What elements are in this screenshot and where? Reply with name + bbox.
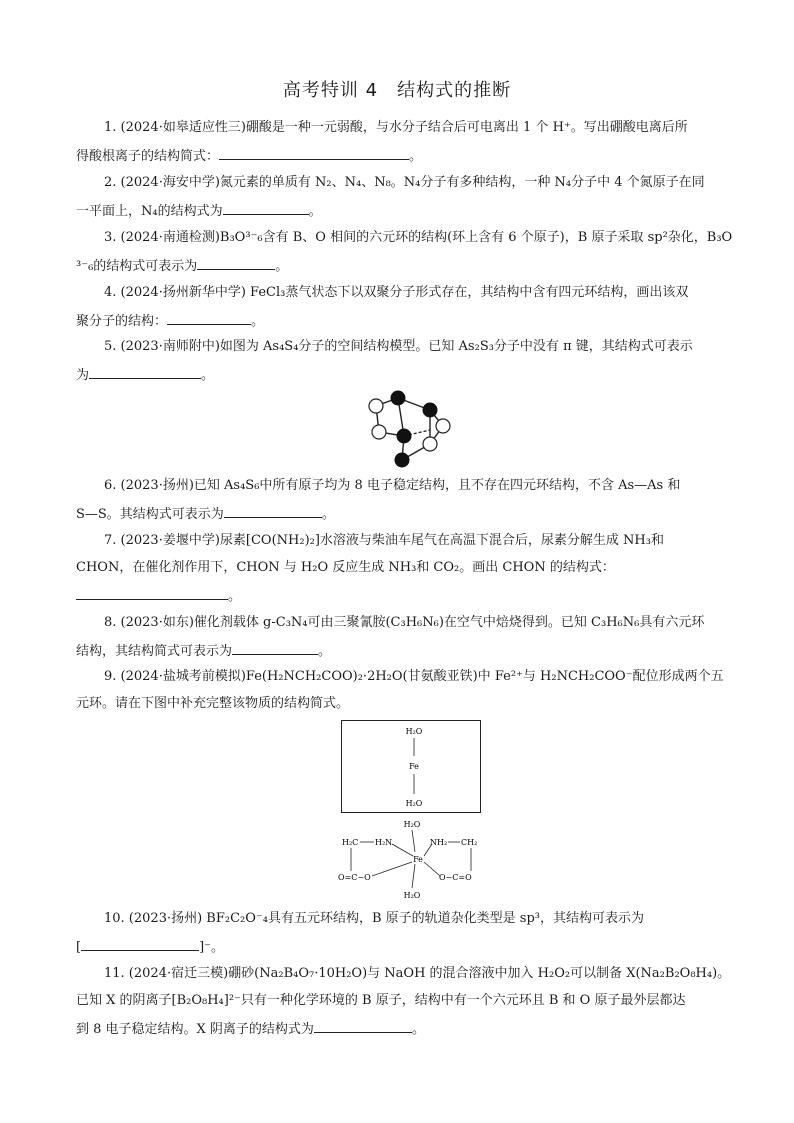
fe-structure-answer-box[interactable] — [341, 720, 481, 813]
question-4-line-2 — [76, 310, 716, 332]
question-1-line-2 — [76, 145, 716, 167]
fe-glycinate-structure — [330, 818, 490, 902]
answer-blank-2[interactable] — [223, 200, 309, 215]
question-7-end: 。 — [228, 589, 242, 604]
complex-water-top: H₂O — [403, 820, 421, 829]
answer-blank-11[interactable] — [314, 1018, 412, 1033]
complex-water-bottom: H₂O — [403, 891, 421, 900]
answer-blank-8[interactable] — [232, 640, 318, 655]
answer-blank-5[interactable] — [89, 364, 201, 379]
question-7-line-1: 7. (2023·姜堰中学)尿素[CO(NH₂)₂]水溶液与柴油车尾气在高温下混合后，尿素分解生成 NH₃和 — [104, 533, 664, 548]
sulfur-atom — [436, 419, 450, 433]
question-10-line-2 — [76, 936, 716, 958]
question-6-text: S—S。其结构式可表示为 — [76, 507, 224, 522]
question-9-line-1: 9. (2024·盐城考前模拟)Fe(H₂NCH₂COO)₂·2H₂O(甘氨酸亚铁)中 Fe²⁺与 H₂NCH₂COO⁻配位形成两个五 — [104, 669, 724, 684]
question-8-line-1: 8. (2023·如东)催化剂载体 g-C₃N₄可由三聚氰胺(C₃H₆N₆)在空气中焙烧得到。已知 C₃H₆N₆具有六元环 — [104, 615, 705, 630]
question-11-text: 到 8 电子稳定结构。X 阴离子的结构式为 — [76, 1022, 314, 1037]
question-3-line-2 — [76, 255, 716, 277]
fe-glycinate-diagram — [330, 818, 490, 902]
arsenic-atom — [395, 453, 410, 468]
question-10-line-1: 10. (2023·扬州) BF₂C₂O⁻₄具有五元环结构，B 原子的轨道杂化类型是 sp³，其结构可表示为 — [104, 911, 644, 926]
sulfur-atom — [423, 437, 437, 451]
question-6-end: 。 — [321, 507, 335, 522]
complex-right-ch2: CH₂ — [461, 838, 478, 847]
complex-bond — [424, 862, 440, 876]
question-2-line-2 — [76, 200, 716, 222]
question-8-end: 。 — [318, 644, 332, 659]
answer-blank-10[interactable] — [81, 936, 199, 951]
question-7-line-2: CHON，在催化剂作用下，CHON 与 H₂O 反应生成 NH₃和 CO₂。画出 CHON 的结构式： — [76, 560, 615, 575]
as4s4-model-figure — [360, 388, 460, 472]
sulfur-atom — [369, 399, 383, 413]
question-11-line-1: 11. (2024·宿迁三模)硼砂(Na₂B₄O₇·10H₂O)与 NaOH 的混合溶液中加入 H₂O₂可以制备 X(Na₂B₂O₈H₄)。 — [104, 966, 731, 981]
question-3-line-1: 3. (2024·南通检测)B₃O³⁻₆含有 B、O 相间的六元环的结构(环上含有 6 个原子)，B 原子采取 sp²杂化，B₃O — [104, 230, 733, 245]
question-3-end: 。 — [275, 259, 289, 274]
box-water-bottom: H₂O — [405, 799, 423, 808]
answer-blank-3[interactable] — [197, 255, 275, 270]
complex-left-nh2: H₂N — [375, 838, 393, 847]
complex-fe-center: Fe — [413, 855, 423, 864]
question-2-line-1: 2. (2024·海安中学)氮元素的单质有 N₂、N₄、N₈。N₄分子有多种结构，一种 N₄分子中 4 个氮原子在同 — [104, 175, 705, 190]
answer-blank-1[interactable] — [219, 145, 409, 160]
question-4-end: 。 — [251, 314, 265, 329]
question-4-line-1: 4. (2024·扬州新华中学) FeCl₃蒸气状态下以双聚分子形式存在，其结构中含有四元环结构，画出该双 — [104, 285, 689, 300]
answer-blank-4[interactable] — [167, 310, 251, 325]
complex-bond — [412, 830, 415, 852]
sulfur-atom — [372, 425, 386, 439]
question-11-line-2: 已知 X 的阴离子[B₂O₈H₄]²⁻只有一种化学环境的 B 原子，结构中有一个六元环且 B 和 O 原子最外层都达 — [76, 993, 686, 1008]
complex-right-nh2: NH₂ — [430, 838, 448, 847]
question-5-line-1: 5. (2023·南师附中)如图为 As₄S₄分子的空间结构模型。已知 As₂S₃分子中没有 π 键，其结构式可表示 — [104, 339, 693, 354]
question-6-line-1: 6. (2023·扬州)已知 As₄S₆中所有原子均为 8 电子稳定结构，且不存在四元环结构，不含 As—As 和 — [104, 478, 681, 493]
page-title: 高考特训 4 结构式的推断 — [282, 80, 512, 101]
question-9-line-2: 元环。请在下图中补充完整该物质的结构简式。 — [76, 696, 350, 711]
arsenic-atom — [397, 429, 412, 444]
complex-bond — [412, 864, 415, 888]
question-3-text: ³⁻₆的结构式可表示为 — [76, 259, 198, 274]
complex-left-carboxyl: O=C−O — [338, 873, 371, 882]
question-4-text: 聚分子的结构： — [76, 314, 168, 329]
question-8-line-2 — [76, 640, 716, 662]
question-8-text: 结构，其结构简式可表示为 — [76, 644, 233, 659]
answer-blank-7[interactable] — [76, 585, 228, 600]
box-fe-center: Fe — [409, 762, 419, 771]
complex-left-ch2: H₂C — [342, 838, 359, 847]
question-1-text: 得酸根离子的结构简式： — [76, 149, 220, 164]
question-5-text: 为 — [76, 368, 90, 383]
complex-right-carboxyl: O−C=O — [439, 873, 472, 882]
question-11-end: 。 — [411, 1022, 425, 1037]
arsenic-atom — [391, 391, 406, 406]
box-water-top: H₂O — [405, 727, 423, 736]
question-6-line-2 — [76, 503, 716, 525]
question-1-end: 。 — [409, 149, 423, 164]
answer-blank-6[interactable] — [224, 503, 322, 518]
arsenic-atom — [423, 403, 438, 418]
complex-bond — [372, 862, 412, 876]
complex-bond — [424, 844, 432, 856]
question-2-end: 。 — [308, 204, 322, 219]
question-5-end: 。 — [201, 368, 215, 383]
question-2-text: 一平面上，N₄的结构式为 — [76, 204, 223, 219]
question-1-line-1: 1. (2024·如皋适应性三)硼酸是一种一元弱酸，与水分子结合后可电离出 1 个 H⁺。写出硼酸电离后所 — [104, 120, 688, 135]
question-7-line-3 — [76, 585, 716, 607]
as4s4-model-diagram — [360, 388, 460, 472]
question-10-bracket-close: ]⁻。 — [199, 940, 225, 955]
question-11-line-3 — [76, 1018, 716, 1040]
fe-box-diagram — [341, 720, 481, 813]
question-5-line-2 — [76, 364, 716, 386]
question-10-bracket-open: [ — [76, 940, 82, 955]
complex-bond — [392, 844, 413, 856]
